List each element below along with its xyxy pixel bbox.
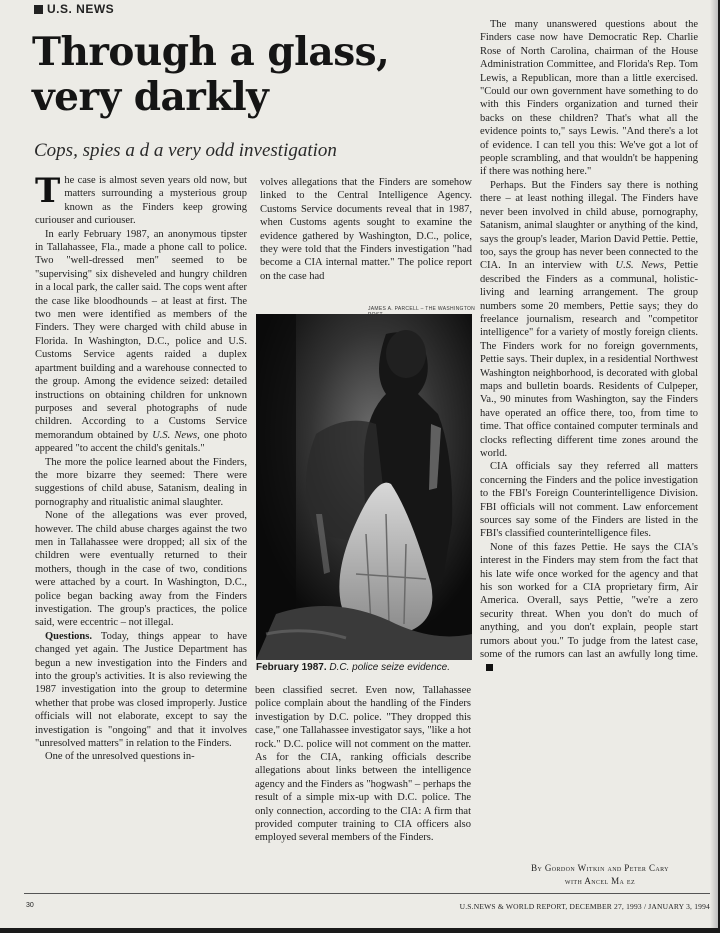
paragraph-2 bbox=[35, 228, 247, 456]
col3-paragraph-4 bbox=[480, 541, 698, 675]
col3-paragraph-2-italic: U.S. News, bbox=[615, 260, 667, 272]
paragraph-5 bbox=[35, 630, 247, 751]
col3-paragraph-2-b: Pettie described the Finders as a communal, holistic-living and learning arrangement. The group numbers some 20 members, Pettie says; they do freelance journalism, research and "competitor intelligence" for a variety of mostly foreign clients. The Finders work for no foreign governments, Pettie says. Their duplex, in a residential Northwest Washington neighborhood, is decorated with global maps and bulletin boards. Residents of Culpeper, Va., 90 minutes from Washington, say the Finders have operated an office there, too, from time to time. That office contained computer terminals and clocks reflecting different time zones around the world. bbox=[480, 260, 698, 459]
caption-text: D.C. police seize evidence. bbox=[329, 662, 451, 673]
page-number: 30 bbox=[26, 902, 34, 909]
section-label-text: U.S. NEWS bbox=[47, 2, 115, 16]
col3-paragraph-4-text: None of this fazes Pettie. He says the CIA's interest in the Finders may stem from the fact that his late wife once worked for the agency and that his son worked for a CIA proprietary firm, Air America. Overall, says Pettie, "we're a zero security threat. When you don't do much of anything, and you don't explain, people start rumors about you." To judge from the latest case, some of the rumors can last an awfully long time. bbox=[480, 541, 698, 661]
paragraph-3: The more the police learned about the Finders, the more bizarre they seemed: There were suggestions of child abuse, Satanism, dealing in pornography and ritualistic animal slaughter. bbox=[35, 456, 247, 508]
news-photo bbox=[256, 314, 472, 660]
photo-credit: JAMES A. PARCELL – THE WASHINGTON bbox=[368, 306, 476, 312]
drop-cap: T bbox=[35, 174, 61, 211]
section-square-icon bbox=[34, 5, 43, 14]
paragraph-6: One of the unresolved questions in- bbox=[45, 751, 195, 763]
deck: Cops, spies a d a very odd investigation bbox=[34, 140, 337, 161]
byline-authors: By Gordon Witkin and Peter Cary bbox=[531, 863, 669, 873]
photo-caption bbox=[256, 662, 476, 673]
headline bbox=[32, 30, 472, 120]
headline-line-2: very darkly bbox=[32, 74, 269, 120]
paragraph-2-italic: U.S. News, bbox=[152, 429, 200, 441]
paragraph-2-text: In early February 1987, an anonymous tipster in Tallahassee, Fla., made a phone call to police. Two "well-dressed men" seemed to be "supervising" six disheveled and hungry children in a local park, the caller said. The cops went after the case like bloodhounds – at least at first. The two men were identified as members of the Finders. They were charged with child abuse in Florida. In Washington, D.C., police and U.S. Customs Service agents raided a duplex apartment building and a warehouse connected to the group. Among the evidence seized: detailed instructions on obtaining children for unknown purposes and several photographs of nude children. According to a Customs Service memorandum obtained by bbox=[35, 228, 247, 441]
column-2-top-text: volves allegations that the Finders are somehow linked to the Central Intelligence Agency. Customs Service documents reveal that in 1987, when Customs agents sought to examine the evidence gathered by Washington, D.C., police, they were told that the Finders investigation "had become a CIA internal matter." The police report on the case had bbox=[260, 177, 472, 282]
paragraph-1 bbox=[35, 174, 247, 228]
col3-paragraph-2 bbox=[480, 179, 698, 461]
end-mark-icon bbox=[486, 664, 493, 671]
paragraph-5-text: Today, things appear to have changed yet again. The Justice Department has begun a new investigation into the Finders and into the group's activities. It is also reviewing the 1987 investigation into the group to determine whether that probe was closed improperly. Justice officials will not elaborate, except to say the investigation is "ongoing" and that it involves "unresolved matters" in relation to the Finders. bbox=[35, 630, 247, 750]
footer-rule bbox=[24, 893, 714, 894]
section-label bbox=[34, 2, 114, 16]
caption-date: February 1987. bbox=[256, 662, 327, 673]
paragraph-2-end: one photo appeared "to accent the child's genitals." bbox=[35, 429, 247, 455]
article-column-3 bbox=[480, 18, 698, 884]
article-column-2-bottom bbox=[255, 684, 471, 880]
col3-paragraph-2-a: Perhaps. But the Finders say there is nothing there – at least nothing illegal. The Finders have never been involved in child abuse, pornography, Satanism, animal slaughter or anything of the kind, says the group's leader, Marion David Pettie. Pettie, too, says the group has never been connected to the CIA. In an interview with bbox=[480, 179, 698, 272]
byline-contributor: with Ancel Ma ez bbox=[564, 876, 636, 886]
headline-line-1: Through a glass, bbox=[32, 29, 390, 75]
col3-paragraph-3: CIA officials say they referred all matters concerning the Finders and the police investigation to the FBI's Foreign Counterintelligence Division. FBI officials will not comment. Law enforcement sources say some of the Finders are listed in the FBI's classified counterintelligence files. bbox=[480, 461, 698, 540]
photo-scene-icon bbox=[256, 314, 472, 660]
footer-publication: U.S.NEWS & WORLD REPORT, DECEMBER 27, 1993 / JANUARY 3, 1994 bbox=[459, 902, 710, 911]
byline bbox=[500, 862, 700, 888]
subhead-questions: Questions. bbox=[45, 630, 92, 642]
col3-paragraph-1: The many unanswered questions about the Finders case now have Democratic Rep. Charlie Rose of North Carolina, chairman of the House Administration Committee, and Florida's Rep. Tom Lewis, a Republican, more than a little exercised. "Could our own government have something to do with this Finders organization and turned their backs on these children? That's what all the evidence points to," says Lewis. "And there's a lot of evidence. I can tell you this: We've got a lot of people scrambling, and that wouldn't be happening if there was nothing here." bbox=[480, 19, 698, 178]
column-2-bottom-text: been classified secret. Even now, Tallahassee police complain about the handling of the Finders investigation by D.C. police. "They dropped this case," one Tallahassee investigator says, "like a hot rock." D.C. police will not comment on the matter. As for the CIA, ranking officials describe allegations about links between the intelligence agency and the Finders as "hogwash" – perhaps the result of a simple mix-up with D.C. police. The only connection, according to the CIA: A firm that provided computer training to CIA officers also employed several members of the Finders. bbox=[255, 685, 471, 844]
paragraph-4: None of the allegations was ever proved, however. The child abuse charges against the two men in Tallahassee were dropped; all six of the children were eventually returned to their mothers, though in the case of two, conditions were attached by a court. In Washington, D.C., police began backing away from the Finders investigation. The group's practices, the police said, were eccentric – not illegal. bbox=[35, 510, 247, 629]
paragraph-1-text: he case is almost seven years old now, but matters surrounding a mysterious group known as the Finders keep growing curiouser and curiouser. bbox=[35, 175, 247, 227]
article-column-2-top bbox=[260, 176, 472, 310]
article-column-1 bbox=[35, 174, 247, 876]
